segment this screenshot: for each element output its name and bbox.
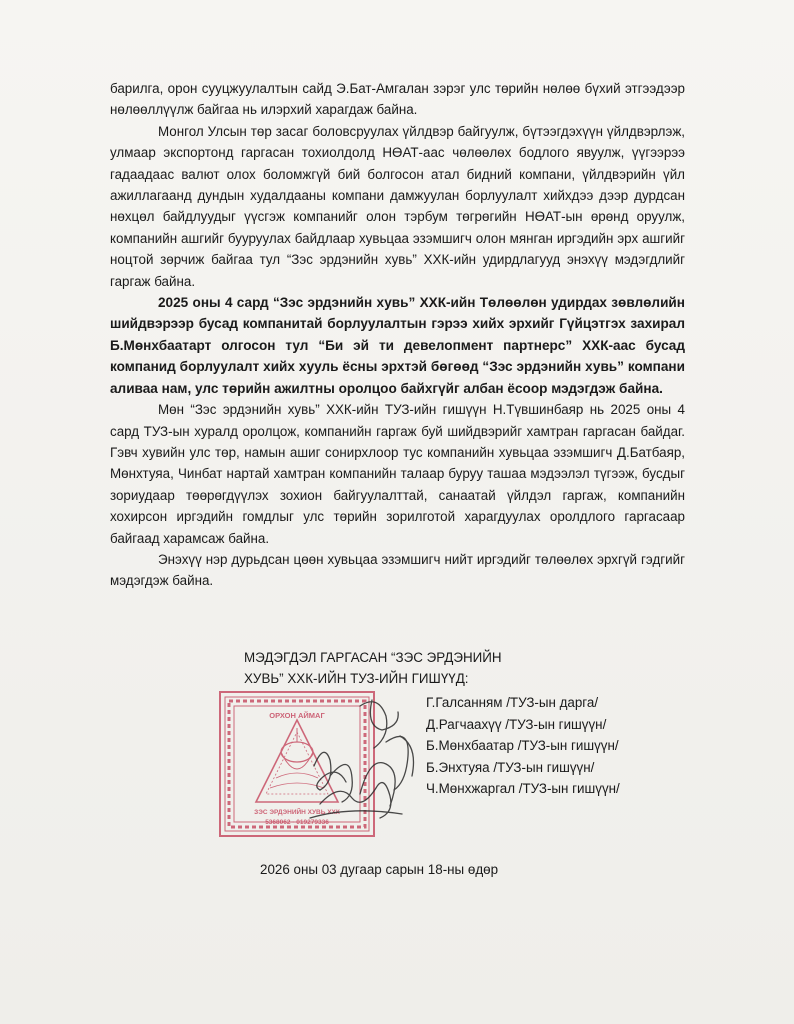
statement-body (110, 78, 685, 592)
svg-text:ЗЭС ЭРДЭНИЙН ХУВЬ ХХК: ЗЭС ЭРДЭНИЙН ХУВЬ ХХК (254, 809, 340, 816)
signature-graphic (290, 686, 440, 836)
signature-heading-line-2: ХУВЬ” ХХК-ИЙН ТУЗ-ИЙН ГИШҮҮД: (244, 671, 469, 686)
signature-heading-line-1: МЭДЭГДЭЛ ГАРГАСАН “ЗЭС ЭРДЭНИЙН (244, 650, 502, 665)
member-item: Ч.Мөнхжаргал /ТУЗ-ын гишүүн/ (426, 781, 620, 796)
member-item: Б.Мөнхбаатар /ТУЗ-ын гишүүн/ (426, 738, 619, 753)
paragraph-vat-policy: Монгол Улсын төр засаг боловсруулах үйлдвэр байгуулж, бүтээгдэхүүн үйлдвэрлэж, улмаар экспортонд гаргасан тохиолдолд НӨАТ-аас чөлөөлөх бодлого явуулж, үүгээрээ гадаадаас валют олох боломжгүй бий болгосон атал бидний компани, үйлдвэрийн үйл ажиллагаанд дундын худалдааны компани дамжуулан борлуулалт хийхдээ дээр дурдсан нөхцөл байдлуудыг үүсгэж компанийг олон тэрбум төгрөгийн НӨАТ-ын өрөнд оруулж, компанийн ашгийг бууруулах байдлаар хувьцаа эзэмшигч олон мянган иргэдийн эрх ашгийг ноцтой зөрчиж байгаа тул “Зэс эрдэнийн хувь” ХХК-ийн удирдлагууд энэхүү мэдэгдлийг гаргаж байна. (110, 123, 685, 289)
svg-text:5368062 · 019279336: 5368062 · 019279336 (265, 819, 329, 826)
handwritten-signature (290, 686, 440, 836)
member-item: Б.Энхтуяа /ТУЗ-ын гишүүн/ (426, 759, 595, 775)
member-item: Д.Рагчаахүү /ТУЗ-ын гишүүн/ (426, 716, 607, 732)
board-members-list (426, 692, 686, 800)
paragraph-board-member: Мөн “Зэс эрдэнийн хувь” ХХК-ийн ТУЗ-ийн гишүүн Н.Түвшинбаяр нь 2025 оны 4 сард ТУЗ-ын хуралд оролцож, компанийн гаргаж буй шийдвэрийг хамтран гаргасан байдаг. Гэвч хувийн улс төр, намын ашиг сонирхлоор тус компанийн хувьцаа эзэмшигч Д.Батбаяр, Мөнхтуяа, Чинбат нартай хамтран компанийн талаар буруу ташаа мэдээлэл түгээж, бусдыг зориудаар төөрөгдүүлэх зохион байгуулалттай, санаатай үйлдэл гаргаж, компанийн хохирсон иргэдийн гомдлыг улс төрийн зорилготой харагдуулах оролдлого гаргасаар байгаад харамсаж байна. (110, 402, 685, 546)
paragraph-continuation: барилга, орон сууцжуулалтын сайд Э.Бат-Амгалан зэрэг улс төрийн нөлөө бүхий этгээдээр нөлөөллүүлж байгаа нь илэрхий харагдаж байна. (110, 81, 685, 118)
signature-heading (244, 647, 564, 689)
svg-text:ОРХОН АЙМАГ: ОРХОН АЙМАГ (269, 711, 325, 720)
member-item: Г.Галсанням /ТУЗ-ын дарга/ (426, 695, 599, 710)
document-date: 2026 оны 03 дугаар сарын 18-ны өдөр (260, 862, 499, 877)
paragraph-conclusion: Энэхүү нэр дурьдсан цөөн хувьцаа эзэмшигч нийт иргэдийг төлөөлөх эрхгүй гэдгийг мэдэгдэж байна. (110, 551, 685, 589)
paragraph-board-decision: 2025 оны 4 сард “Зэс эрдэнийн хувь” ХХК-ийн Төлөөлөн удирдах зөвлөлийн шийдвэрээр бусад компанитай борлуулалтын гэрээ хийх эрхийг Гүйцэтгэх захирал Б.Мөнхбаатарт олгосон тул “Би эй ти девелопмент партнерс” ХХК-аас бусад компанид борлуулалт хийх хууль ёсны эрхтэй бөгөөд “Зэс эрдэнийн хувь” компани аливаа нам, улс төрийн ажилтны оролцоо байхгүйг албан ёсоор мэдэгдэж байна. (110, 295, 685, 396)
